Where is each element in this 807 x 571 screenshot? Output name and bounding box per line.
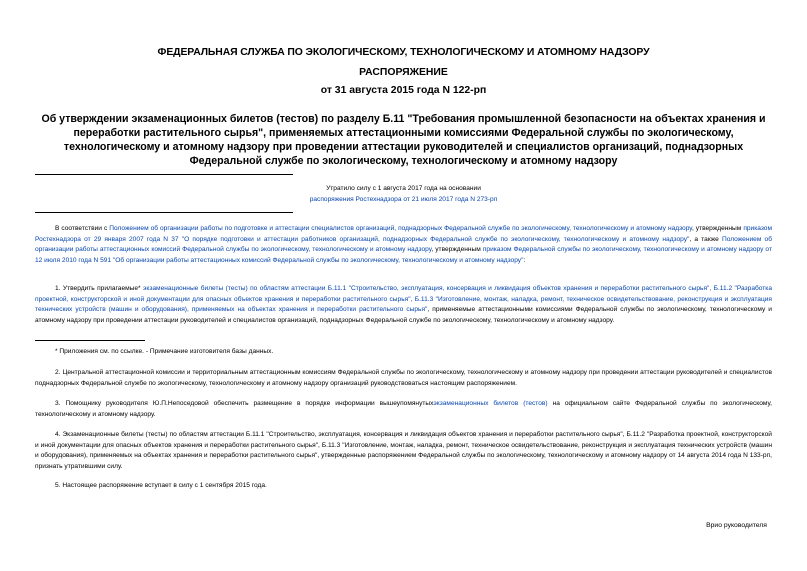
- regulation-link-2[interactable]: Положением об организации работы аттестационных комиссий Федеральной службы по экологическому, технологическому и атомному надзору: [35, 235, 772, 254]
- footnote-divider: [35, 340, 145, 341]
- document-type: РАСПОРЯЖЕНИЕ: [359, 67, 448, 78]
- document-title: Об утверждении экзаменационных билетов (тестов) по разделу Б.11 "Требования промышленной безопасности на объектах хранения и переработки растительного сырья", применяемых аттестационными комиссиями Федеральной службы по экологическому, технологическому и атомному надзору при проведении аттестации руководителей и специалистов организаций, поднадзорных Федеральной службе по экологическому, технологическому и атомному надзору: [41, 113, 766, 167]
- order-link-591[interactable]: приказом Федеральной службы по экологическому, технологическому и атомному надзору от 12 июля 2010 года N 591 "Об организации работы аттестационных комиссий Федеральной службы по экологическому, технологическому и атомному надзору": [35, 246, 772, 264]
- order-link-37[interactable]: приказом Ростехнадзора от 29 января 2007 года N 37 "О порядке подготовки и аттестации работников организаций, поднадзорных Федеральной службе по экологическому, технологическому и атомному надзору": [35, 225, 773, 243]
- item-2-paragraph: 2. Центральной аттестационной комиссии и территориальным аттестационным комиссиям Федеральной службы по экологическому, технологическому и атомному надзору при проведении аттестации руководителей и специалистов поднадзорных Федеральной службе по экологическому, технологическому и атомному надзору организаций руководствоваться настоящим распоряжением.: [35, 369, 772, 387]
- regulation-link-1[interactable]: Положением об организации работы по подготовке и аттестации специалистов организаций, поднадзорных Федеральной службе по экологическому, технологическому и атомному надзору: [109, 225, 692, 232]
- intro-paragraph: В соответствии с Положением об организации работы по подготовке и аттестации специалистов организаций, поднадзорных Федеральной службе по экологическому, технологическому и атомному надзору, утвержденным приказом Ростехнадзора от 29 января 2007 года N 37 "О порядке подготовки и аттестации работников организаций, поднадзорных Федеральной службе по экологическому, технологическому и атомному надзору", а также Положением об организации работы аттестационных комиссий Федеральной службы по экологическому, технологическому и атомному надзору, утвержденным приказом Федеральной службы по экологическому, технологическому и атомному надзору от 12 июля 2010 года N 591 "Об организации работы аттестационных комиссий Федеральной службы по экологическому, технологическому и атомному надзору":: [35, 225, 773, 264]
- footnote: * Приложения см. по ссылке. - Примечание изготовителя базы данных.: [55, 348, 274, 355]
- signature-position: Врио руководителя: [706, 522, 767, 529]
- divider-top: [35, 174, 293, 175]
- item-4-paragraph: 4. Экзаменационные билеты (тесты) по областям аттестации Б.11.1 "Строительство, эксплуатация, консервация и ликвидация объектов хранения и переработки растительного сырья", Б.11.2 "Разработка проектной, конструкторской и иной документации для опасных объектов хранения и переработки растительного сырья", Б.11.3 "Изготовление, монтаж, наладка, ремонт, техническое освидетельствование, реконструкция и эксплуатация технических устройств (машин и оборудования), применяемых на объектах хранения и переработки растительного сырья", утвержденные распоряжением Федеральной службы по экологическому, технологическому и атомному надзору от 14 августа 2014 года N 133-рп, признать утратившими силу.: [35, 431, 772, 470]
- agency-name: ФЕДЕРАЛЬНАЯ СЛУЖБА ПО ЭКОЛОГИЧЕСКОМУ, ТЕХНОЛОГИЧЕСКОМУ И АТОМНОМУ НАДЗОРУ: [157, 47, 650, 58]
- repeal-order-link[interactable]: распоряжения Ростехнадзора от 21 июля 2017 года N 273-рп: [309, 196, 498, 203]
- exam-tickets-link[interactable]: экзаменационные билеты (тесты) по областям аттестации Б.11.1 "Строительство, эксплуатация, консервация и ликвидация объектов хранения и переработки растительного сырья", Б.11.2 "Разработка проектной, конструкторской и иной документации для опасных объектов хранения и переработки растительного сырья", Б.11.3 "Изготовление, монтаж, наладка, ремонт, техническое освидетельствование, реконструкция и эксплуатация технических устройств (машин и оборудования), применяемых на объектах хранения и переработки растительного сырья": [35, 285, 772, 314]
- item-3-paragraph: 3. Помощнику руководителя Ю.П.Непоседовой обеспечить размещение в порядке информации вышеупомянутыхэкзаменационных билетов (тестов) на официальном сайте Федеральной службы по экологическому, технологическому и атомному надзору.: [35, 400, 772, 418]
- status-link-line: [180, 194, 627, 205]
- item-5-paragraph: 5. Настоящее распоряжение вступает в силу с 1 сентября 2015 года.: [55, 482, 267, 489]
- item-1-paragraph: 1. Утвердить прилагаемые* экзаменационные билеты (тесты) по областям аттестации Б.11.1 "Строительство, эксплуатация, консервация и ликвидация объектов хранения и переработки растительного сырья", Б.11.2 "Разработка проектной, конструкторской и иной документации для опасных объектов хранения и переработки растительного сырья", Б.11.3 "Изготовление, монтаж, наладка, ремонт, техническое освидетельствование, реконструкция и эксплуатация технических устройств (машин и оборудования), применяемых на объектах хранения и переработки растительного сырья", применяемые аттестационными комиссиями Федеральной службы по экологическому, технологическому и атомному надзору при проведении аттестации руководителей и специалистов организаций, поднадзорных Федеральной службе по экологическому, технологическому и атомному надзору.: [35, 285, 772, 324]
- divider-bottom: [35, 212, 293, 213]
- document-date: от 31 августа 2015 года N 122-рп: [320, 85, 487, 96]
- exam-tickets-link-2[interactable]: экзаменационных билетов (тестов): [433, 400, 548, 407]
- status-note: Утратило силу с 1 августа 2017 года на основании: [326, 185, 481, 192]
